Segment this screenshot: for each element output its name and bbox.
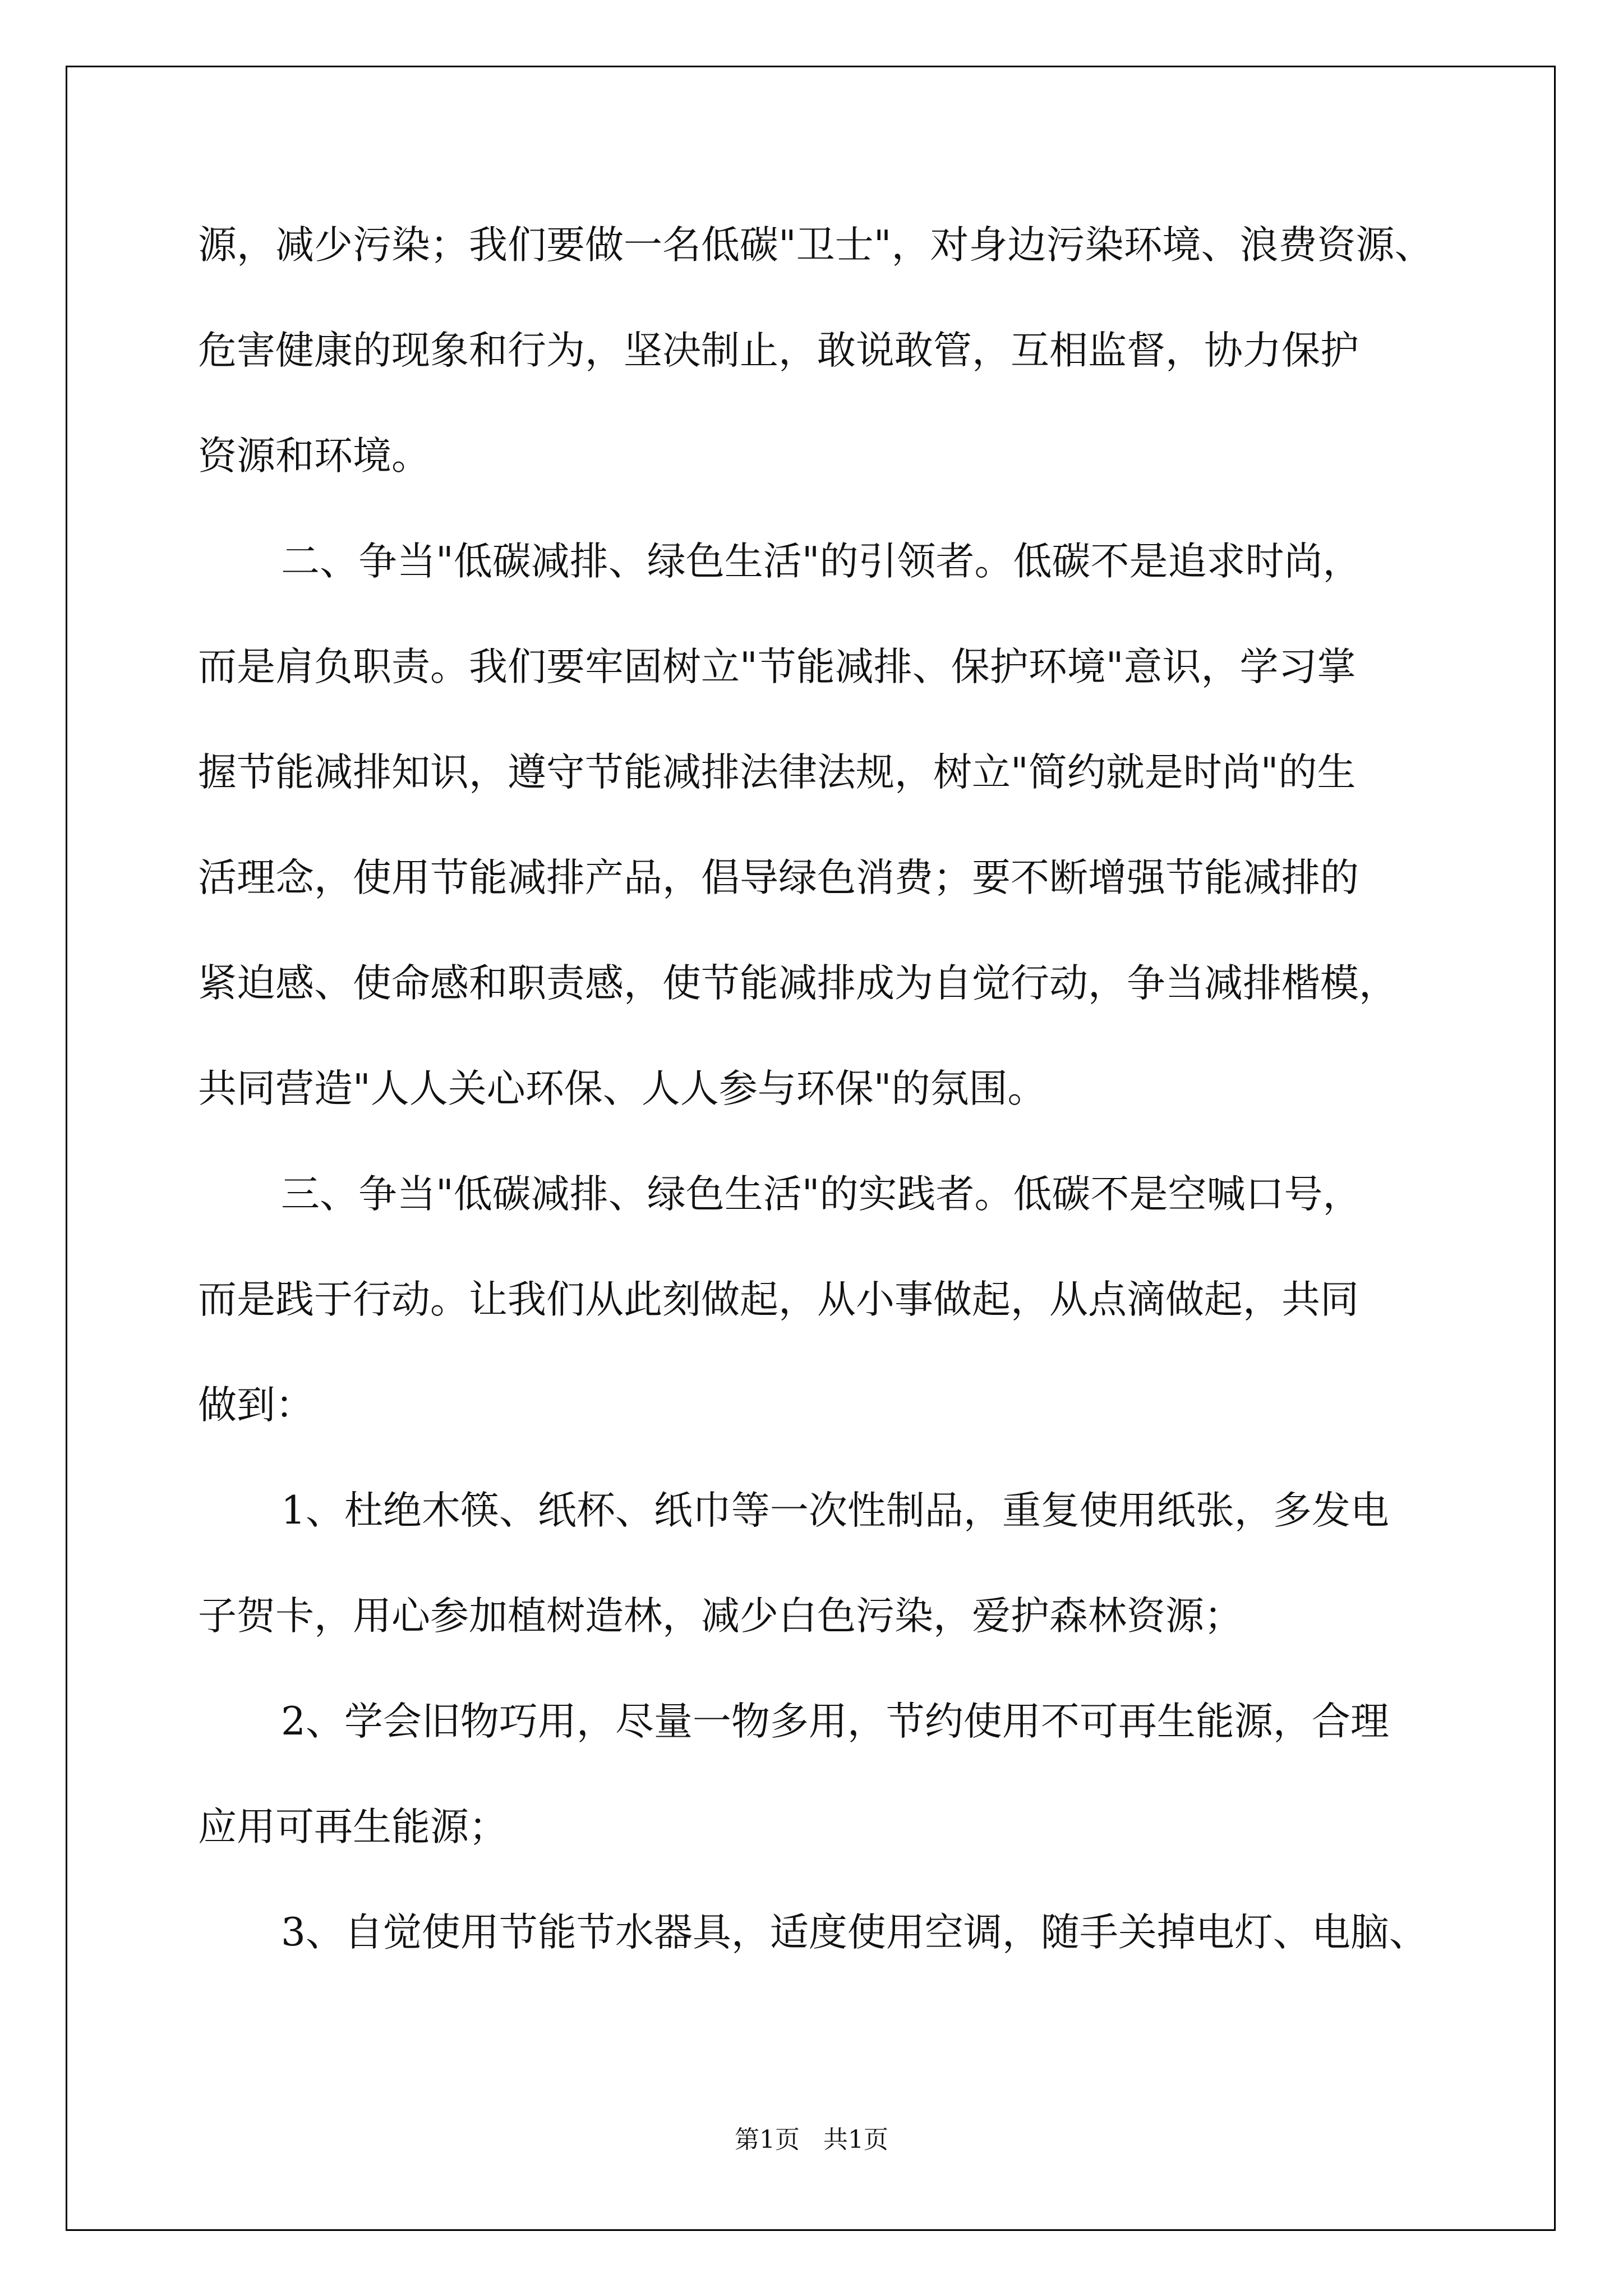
text-line-2: 危害健康的现象和行为，坚决制止，敢说敢管，互相监督，协力保护 xyxy=(198,328,1359,373)
text-line-17: 3、自觉使用节能节水器具，适度使用空调，随手关掉电灯、电脑、 xyxy=(281,1910,1428,1955)
text-line-6: 握节能减排知识，遵守节能减排法律法规，树立"简约就是时尚"的生 xyxy=(198,750,1356,795)
text-line-15: 2、学会旧物巧用，尽量一物多用，节约使用不可再生能源，合理 xyxy=(281,1699,1389,1744)
text-line-12: 做到： xyxy=(198,1383,314,1428)
text-line-4: 二、争当"低碳减排、绿色生活"的引领者。低碳不是追求时尚， xyxy=(281,539,1362,584)
text-line-3: 资源和环境。 xyxy=(198,434,430,478)
text-line-7: 活理念，使用节能减排产品，倡导绿色消费；要不断增强节能减排的 xyxy=(198,855,1359,900)
text-line-10: 三、争当"低碳减排、绿色生活"的实践者。低碳不是空喊口号， xyxy=(281,1172,1362,1217)
text-line-9: 共同营造"人人关心环保、人人参与环保"的氛围。 xyxy=(198,1066,1046,1111)
text-line-13: 1、杜绝木筷、纸杯、纸巾等一次性制品，重复使用纸张，多发电 xyxy=(281,1488,1389,1533)
text-line-5: 而是肩负职责。我们要牢固树立"节能减排、保护环境"意识，学习掌 xyxy=(198,645,1356,689)
text-line-14: 子贺卡，用心参加植树造林，减少白色污染，爱护森林资源； xyxy=(198,1594,1243,1639)
text-line-11: 而是践于行动。让我们从此刻做起，从小事做起，从点滴做起，共同 xyxy=(198,1277,1359,1322)
text-line-8: 紧迫感、使命感和职责感，使节能减排成为自觉行动，争当减排楷模， xyxy=(198,961,1398,1006)
text-line-1: 源，减少污染；我们要做一名低碳"卫士"，对身边污染环境、浪费资源、 xyxy=(198,223,1433,268)
page-footer: 第1页 共1页 xyxy=(735,2125,888,2154)
document-body xyxy=(198,219,1443,2012)
text-line-16: 应用可再生能源； xyxy=(198,1805,508,1849)
